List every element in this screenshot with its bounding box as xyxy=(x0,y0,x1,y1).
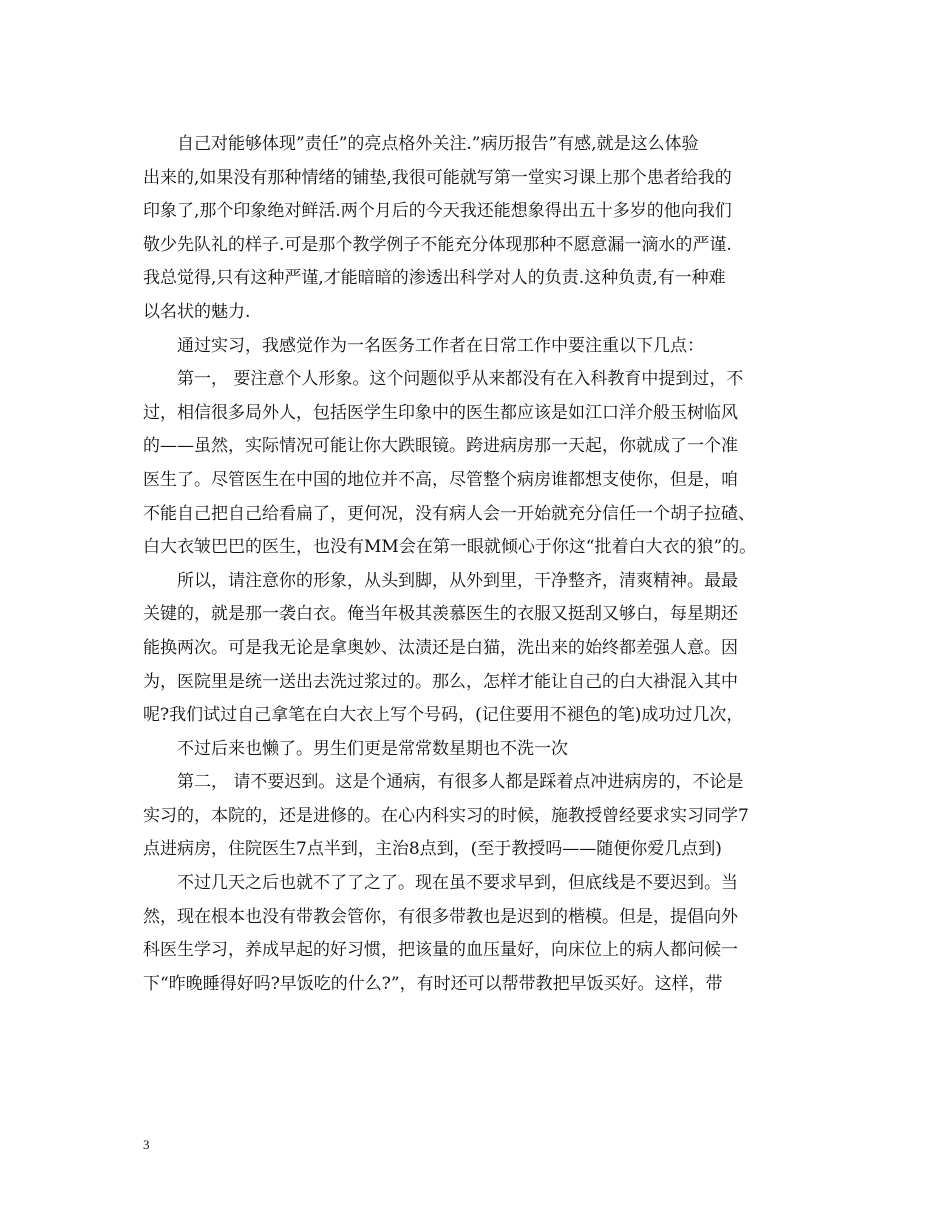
text-line: 能换两次。可是我无论是拿奥妙、汰渍还是白猫，洗出来的始终都差强人意。因 xyxy=(143,637,738,658)
page-number: 3 xyxy=(143,1137,150,1152)
text-line: 不能自己把自己给看扁了，更何况，没有病人会一开始就充分信任一个胡子拉碴、 xyxy=(143,503,755,524)
text-line: 白大衣皱巴巴的医生，也没有MM会在第一眼就倾心于你这“批着白大衣的狼”的。 xyxy=(143,537,757,558)
text-line: 为，医院里是统一送出去洗过浆过的。那么，怎样才能让自己的白大褂混入其中 xyxy=(143,671,738,692)
text-line: 科医生学习，养成早起的好习惯，把该量的血压量好，向床位上的病人都问候一 xyxy=(143,940,738,961)
text-line: 第二， 请不要迟到。这是个通病，有很多人都是踩着点冲进病房的，不论是 xyxy=(177,772,744,793)
text-line: 出来的,如果没有那种情绪的铺垫,我很可能就写第一堂实习课上那个患者给我的 xyxy=(143,167,732,188)
text-line: 敬少先队礼的样子.可是那个教学例子不能充分体现那种不愿意漏一滴水的严谨. xyxy=(143,234,732,255)
text-line: 自己对能够体现”责任”的亮点格外关注.”病历报告”有感,就是这么体验 xyxy=(177,134,699,154)
text-line: 关键的，就是那一袭白衣。俺当年极其羡慕医生的衣服又挺刮又够白，每星期还 xyxy=(143,604,738,625)
text-line: 不过后来也懒了。男生们更是常常数星期也不洗一次 xyxy=(177,738,568,759)
body-text xyxy=(143,128,813,1001)
text-line: 实习的，本院的，还是进修的。在心内科实习的时候，施教授曾经要求实习同学7 xyxy=(143,805,749,826)
text-line: 下“昨晚睡得好吗?早饭吃的什么?”，有时还可以帮带教把早饭买好。这样，带 xyxy=(143,973,723,994)
text-line: 的——虽然，实际情况可能让你大跌眼镜。跨进病房那一天起，你就成了一个准 xyxy=(143,436,738,457)
text-line: 印象了,那个印象绝对鲜活.两个月后的今天我还能想象得出五十多岁的他向我们 xyxy=(143,201,732,222)
text-line: 医生了。尽管医生在中国的地位并不高，尽管整个病房谁都想支使你，但是，咱 xyxy=(143,469,738,490)
text-line: 我总觉得,只有这种严谨,才能暗暗的渗透出科学对人的负责.这种负责,有一种难 xyxy=(143,268,726,289)
text-line: 呢?我们试过自己拿笔在白大衣上写个号码，(记住要用不褪色的笔)成功过几次， xyxy=(143,705,744,726)
text-line: 所以，请注意你的形象，从头到脚，从外到里，干净整齐，清爽精神。最最 xyxy=(177,570,738,591)
text-line: 过，相信很多局外人，包括医学生印象中的医生都应该是如江口洋介般玉树临风 xyxy=(143,402,738,423)
text-line: 不过几天之后也就不了了之了。现在虽不要求早到，但底线是不要迟到。当 xyxy=(177,873,738,894)
text-line: 通过实习，我感觉作为一名医务工作者在日常工作中要注重以下几点： xyxy=(177,335,704,356)
text-line: 以名状的魅力. xyxy=(143,301,251,322)
text-line: 然，现在根本也没有带教会管你，有很多带教也是迟到的楷模。但是，提倡向外 xyxy=(143,906,738,927)
text-line: 第一， 要注意个人形象。这个问题似乎从来都没有在入科教育中提到过，不 xyxy=(177,369,744,390)
text-line: 点进病房，住院医生7点半到，主治8点到，(至于教授吗——随便你爱几点到) xyxy=(143,839,722,860)
